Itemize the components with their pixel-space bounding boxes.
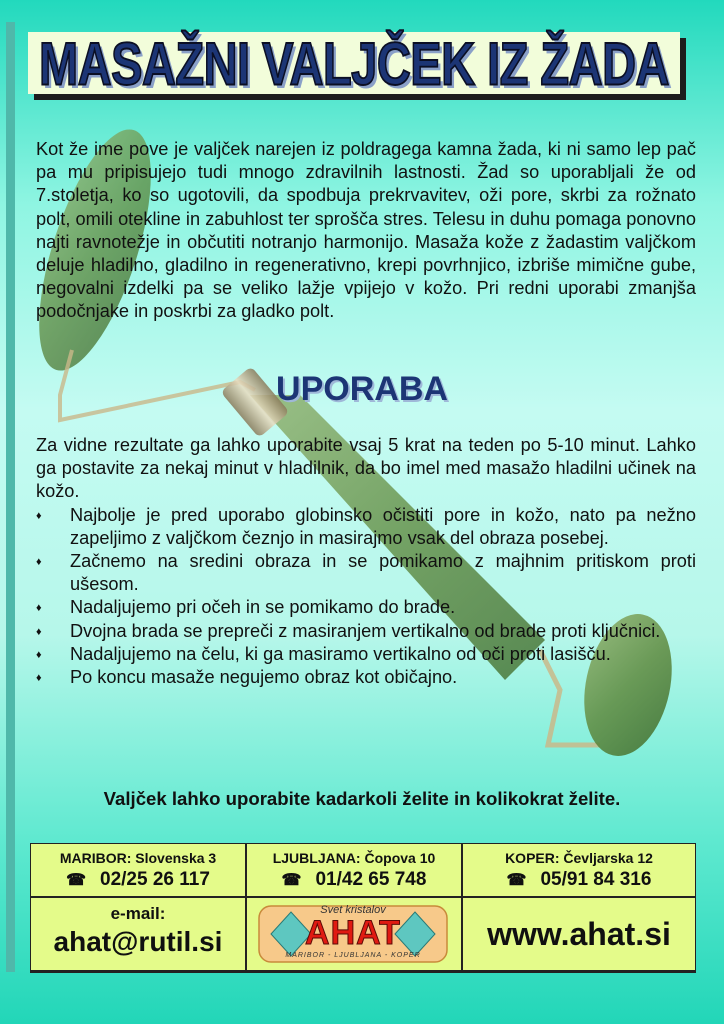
- diamond-bullet-icon: ♦: [36, 672, 42, 685]
- store-street: Čevljarska 12: [563, 850, 653, 866]
- diamond-bullet-icon: ♦: [36, 556, 42, 569]
- website-link[interactable]: www.ahat.si: [487, 916, 671, 952]
- usage-section: [36, 434, 696, 689]
- email-link[interactable]: ahat@rutil.si: [53, 926, 223, 957]
- store-phone[interactable]: 01/42 65 748: [315, 869, 427, 890]
- phone-icon: ☎: [281, 872, 302, 889]
- usage-intro: Za vidne rezultate ga lahko uporabite vsaj 5 krat na teden po 5-10 minut. Lahko ga postavite za nekaj minut v hladilnik, da bo imel med masažo hladilni učinek na kožo.: [36, 435, 696, 502]
- store-phone[interactable]: 05/91 84 316: [540, 869, 652, 890]
- store-ljubljana: [247, 844, 461, 896]
- store-phone[interactable]: 02/25 26 117: [100, 869, 210, 890]
- usage-heading: UPORABA: [276, 370, 448, 408]
- list-item: ♦ Po koncu masaže negujemo obraz kot običajno.: [36, 667, 458, 688]
- diamond-bullet-icon: ♦: [36, 602, 42, 615]
- phone-icon: ☎: [66, 872, 87, 889]
- store-city: KOPER:: [505, 850, 560, 866]
- list-item: ♦ Nadaljujemo pri očeh in se pomikamo do brade.: [36, 597, 456, 618]
- store-koper: [463, 844, 695, 896]
- diamond-bullet-icon: ♦: [36, 625, 42, 638]
- store-street: Slovenska 3: [135, 850, 217, 866]
- page-title: MASAŽNI VALJČEK IZ ŽADA: [39, 29, 669, 98]
- closing-line: Valjček lahko uporabite kadarkoli želite in kolikokrat želite.: [103, 788, 621, 809]
- usage-steps-list: [36, 504, 696, 690]
- logo-cell: [247, 898, 461, 970]
- diamond-bullet-icon: ♦: [36, 509, 42, 522]
- ahat-logo: [257, 904, 449, 964]
- store-city: LJUBLJANA:: [272, 850, 361, 866]
- logo-locations: MARIBOR - LJUBLJANA - KOPER: [285, 952, 421, 959]
- email-cell: [31, 898, 245, 970]
- website-cell: [463, 898, 695, 970]
- list-item: ♦ Najbolje je pred uporabo globinsko očistiti pore in kožo, nato pa nežno zapeljimo z valjčkom čeznjo in masirajmo vsak del obraza posebej.: [36, 504, 696, 548]
- phone-icon: ☎: [506, 872, 527, 889]
- logo-name: AHAT: [305, 914, 401, 952]
- email-label: e-mail:: [110, 904, 166, 923]
- list-item: ♦ Dvojna brada se prepreči z masiranjem vertikalno od brade proti ključnici.: [36, 620, 661, 641]
- logo-tagline: Svet kristalov: [320, 904, 386, 916]
- diamond-bullet-icon: ♦: [36, 648, 42, 661]
- store-city: MARIBOR:: [59, 850, 132, 866]
- store-street: Čopova 10: [364, 850, 436, 866]
- intro-paragraph: Kot že ime pove je valjček narejen iz poldragega kamna žada, ki ni samo lep pač pa mu pripisujejo tudi mnogo zdravilnih lastnosti. Žad so uporabljali že od 7.stoletja, ko so ugotovili, da spodbuja prekrvavitev, oži pore, skrbi za rožnato polt, omili otekline in zabuhlost ter sprošča stres. Telesu in duhu pomaga ponovno najti ravnotežje in občutiti notranjo harmonijo. Masaža kože z žadastim valjčkom deluje hladilno, gladilno in regenerativno, krepi povrhnjico, izbriše mimične gube, negovalni izdelki pa se veliko lažje vpijejo v kožo. Pri redni uporabi zmanjša podočnjake in poskrbi za gladko polt.: [36, 139, 696, 322]
- store-maribor: [31, 844, 245, 896]
- list-item: ♦ Nadaljujemo na čelu, ki ga masiramo vertikalno od oči proti lasišču.: [36, 643, 611, 664]
- contact-footer: [30, 843, 696, 973]
- list-item: ♦ Začnemo na sredini obraza in se pomikamo z majhnim pritiskom proti ušesom.: [36, 551, 696, 595]
